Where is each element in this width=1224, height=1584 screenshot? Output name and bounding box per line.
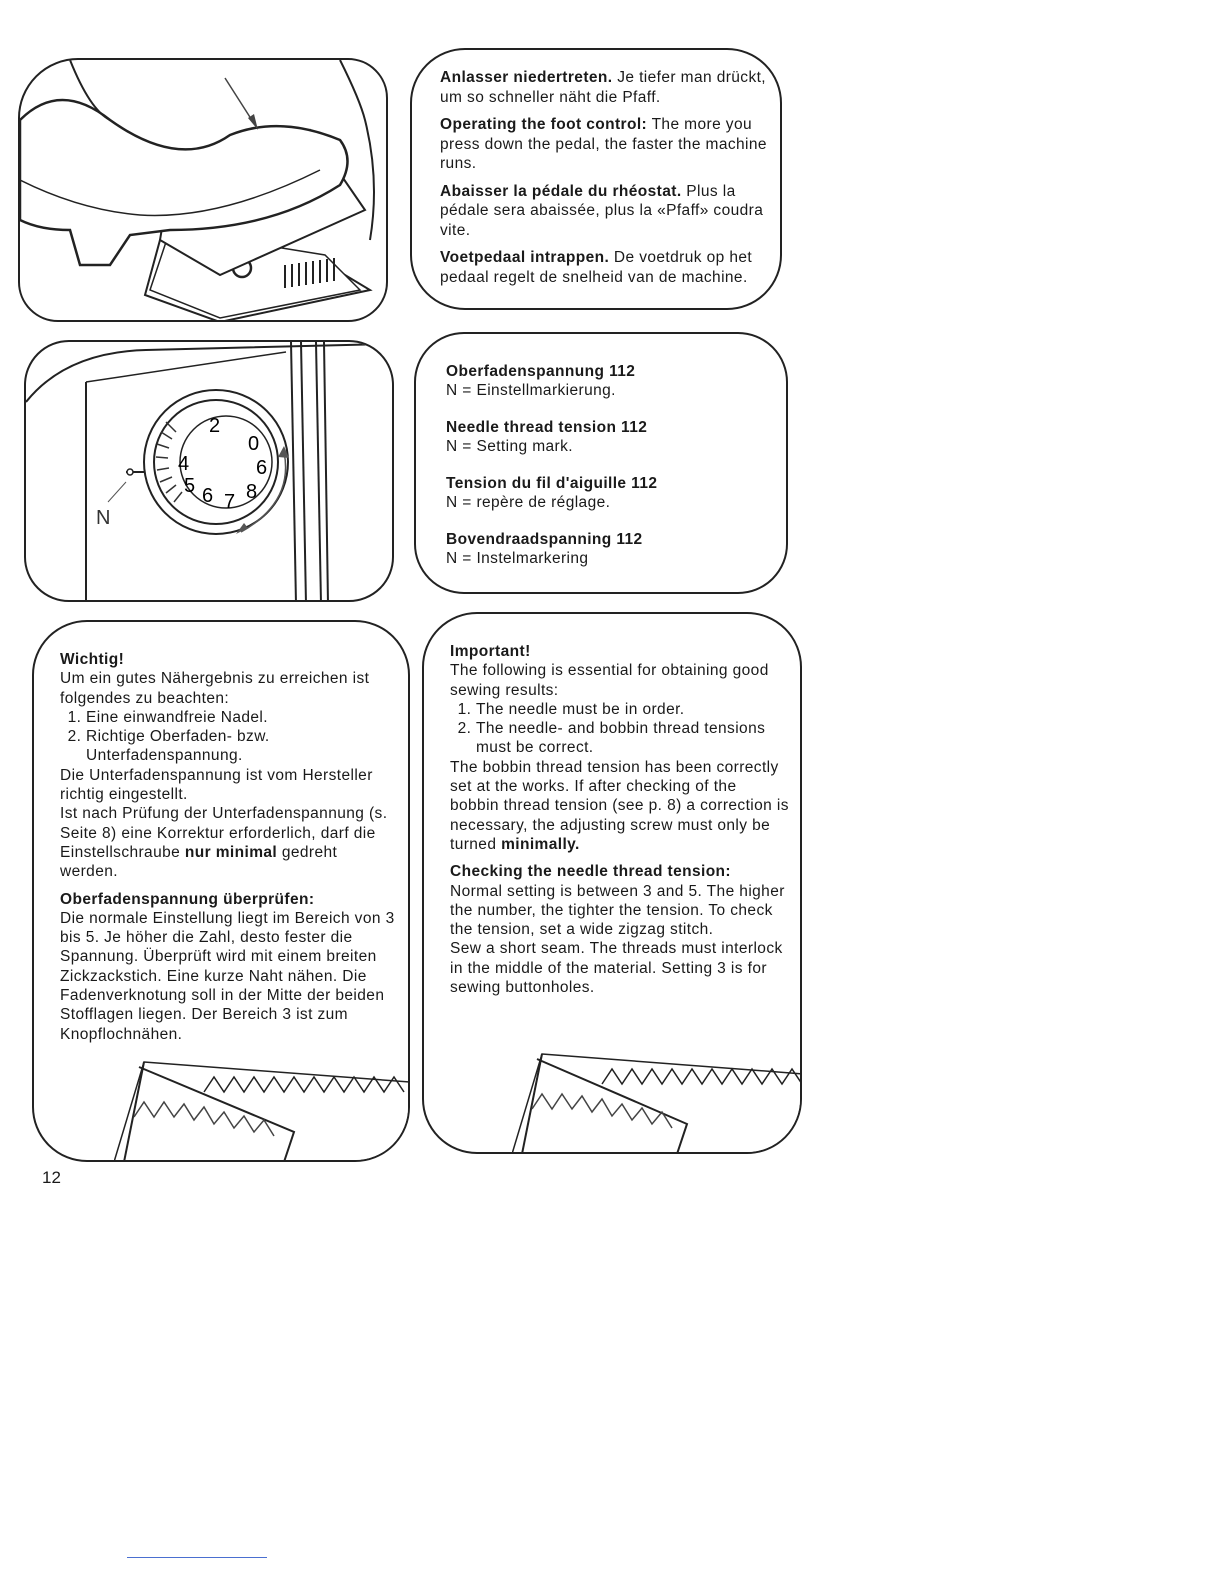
important-en-check-text: Normal setting is between 3 and 5. The higher the number, the tighter the tension. To check the tension, set a wide zigzag stitch.: [450, 882, 785, 939]
important-en-para1a: The bobbin thread tension has been correctly set at the works. If after checking of the bobbin thread tension (see p. 8) a correction is necessary, the adjusting screw must only be turned: [450, 758, 789, 853]
foot-control-text-panel: [410, 48, 782, 310]
foot-control-nl-label: Voetpedaal intrappen.: [440, 249, 610, 266]
foot-control-fr-text: Plus la pédale sera abaissée, plus la «Pfaff» coudra vite.: [440, 182, 764, 239]
dial-number: 0: [248, 433, 260, 455]
important-de-para2b: gedreht werden.: [60, 843, 338, 881]
important-de-list: [60, 708, 398, 766]
foot-control-en-text: The more you press down the pedal, the faster the machine runs.: [440, 116, 767, 172]
important-de-para1: Die Unterfadenspannung ist vom Hersteller richtig eingestellt.: [60, 766, 373, 804]
important-en-title: Important!: [450, 643, 531, 660]
tension-nl-label: Bovendraadspanning 112: [446, 531, 643, 548]
important-en-panel: [422, 612, 802, 1154]
important-en-intro: The following is essential for obtaining good sewing results:: [450, 662, 769, 699]
list-item: 1. Eine einwandfreie Nadel.: [86, 708, 398, 727]
dial-number: 5: [184, 475, 196, 497]
important-de-panel: [32, 620, 410, 1162]
important-de-intro: Um ein gutes Nähergebnis zu erreichen ist folgendes zu beachten:: [60, 670, 370, 707]
important-en-para1-bold: minimally.: [501, 835, 580, 853]
dial-number: 6: [256, 457, 268, 479]
foot-control-en-label: Operating the foot control:: [440, 116, 648, 133]
tension-nl-text: N = Instelmarkering: [446, 550, 589, 567]
important-de-title: Wichtig!: [60, 651, 125, 668]
foot-control-fr-label: Abaisser la pédale du rhéostat.: [440, 182, 682, 200]
dial-n-label: N: [96, 507, 111, 529]
footer-divider: [127, 1557, 267, 1558]
dial-number: 8: [246, 481, 258, 503]
zigzag-seam-illustration: [114, 1052, 410, 1162]
tension-de-label: Oberfadenspannung 112: [446, 363, 636, 380]
dial-number: 2: [209, 415, 221, 437]
page-number: 12: [42, 1168, 61, 1187]
list-item: 2. The needle- and bobbin thread tensions must be correct.: [476, 719, 790, 758]
dial-number: 7: [224, 491, 236, 513]
foot-control-de-label: Anlasser niedertreten.: [440, 69, 613, 86]
list-item: 1. The needle must be in order.: [476, 700, 790, 719]
important-en-check-label: Checking the needle thread tension:: [450, 863, 731, 881]
important-de-para2-bold: nur minimal: [184, 843, 278, 861]
tension-text-panel: [414, 332, 788, 594]
important-de-check-text: Die normale Einstellung liegt im Bereich von 3 bis 5. Je höher die Zahl, desto fester die Spannung. Überprüft wird mit einem breiten Zickzackstich. Eine kurze Naht nähen. Die Fadenverknotung soll in der Mitte der beiden Stofflagen liegen. Der Bereich 3 ist zum Knopflochnähen.: [60, 909, 395, 1043]
tension-dial-illustration: [26, 342, 394, 602]
important-en-check-text2: Sew a short seam. The threads must interlock in the middle of the material. Setting 3 is for sewing buttonholes.: [450, 940, 783, 997]
tension-en-text: N = Setting mark.: [446, 438, 573, 455]
important-de-check-label: Oberfadenspannung überprüfen:: [60, 890, 315, 908]
important-en-list: [450, 700, 790, 758]
tension-en-label: Needle thread tension 112: [446, 419, 648, 436]
list-item: 2. Richtige Oberfaden- bzw. Unterfadenspannung.: [86, 727, 398, 766]
dial-number: 4: [178, 453, 190, 475]
dial-number: 6: [202, 485, 214, 507]
foot-control-nl-text: De voetdruk op het pedaal regelt de snelheid van de machine.: [440, 249, 753, 286]
foot-pedal-illustration: [20, 60, 388, 322]
tension-de-text: N = Einstellmarkierung.: [446, 382, 616, 399]
tension-fr-text: N = repère de réglage.: [446, 494, 611, 511]
foot-control-de-text: Je tiefer man drückt, um so schneller näht die Pfaff.: [440, 69, 767, 106]
tension-fr-label: Tension du fil d'aiguille 112: [446, 475, 658, 492]
tension-dial-illustration-panel: [24, 340, 394, 602]
zigzag-seam-illustration: [512, 1044, 802, 1154]
foot-pedal-illustration-panel: [18, 58, 388, 322]
important-de-para2a: Ist nach Prüfung der Unterfadenspannung (s. Seite 8) eine Korrektur erforderlich, darf die Einstellschraube: [60, 805, 388, 861]
